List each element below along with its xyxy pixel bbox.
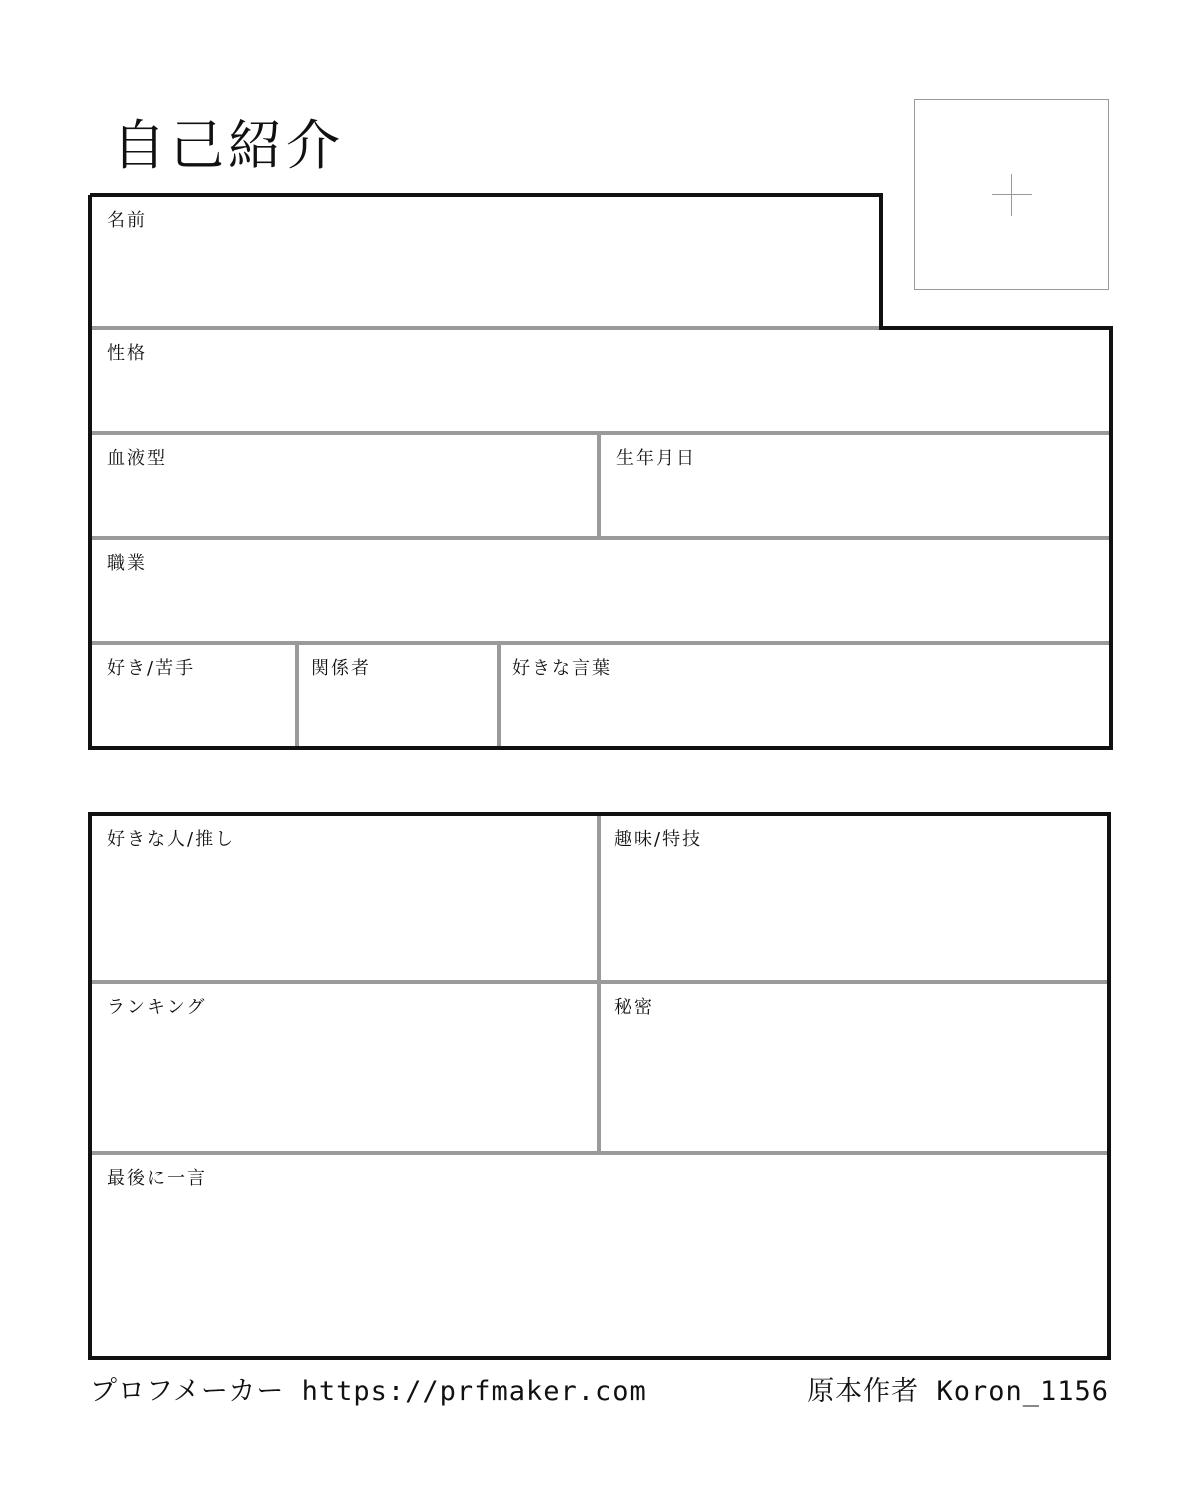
personality-field[interactable]: [90, 328, 1111, 433]
relations-field[interactable]: [297, 643, 499, 748]
ranking-field[interactable]: [90, 982, 599, 1153]
last-word-label: 最後に一言: [107, 1168, 207, 1189]
name-field[interactable]: [90, 195, 881, 328]
blood-type-label: 血液型: [107, 448, 167, 469]
relations-label: 関係者: [311, 658, 371, 679]
favorite-words-field[interactable]: [499, 643, 1111, 748]
personality-label: 性格: [107, 343, 147, 364]
favorite-words-label: 好きな言葉: [512, 658, 612, 679]
blood-type-field[interactable]: [90, 433, 599, 538]
occupation-field[interactable]: [90, 538, 1111, 643]
favorite-person-label: 好きな人/推し: [107, 829, 236, 850]
footer-credit-link[interactable]: プロフメーカー https://prfmaker.com: [90, 1376, 647, 1407]
plus-icon: [992, 174, 1032, 216]
secret-label: 秘密: [614, 997, 654, 1018]
page-title: 自己紹介: [112, 114, 344, 177]
hobbies-skills-label: 趣味/特技: [614, 829, 703, 850]
favorite-person-field[interactable]: [90, 814, 599, 982]
last-word-field[interactable]: [90, 1153, 1109, 1358]
name-label: 名前: [107, 210, 147, 231]
ranking-label: ランキング: [107, 997, 207, 1018]
photo-upload-slot[interactable]: [914, 99, 1109, 290]
occupation-label: 職業: [107, 553, 147, 574]
birthday-field[interactable]: [599, 433, 1111, 538]
footer-author: 原本作者 Koron_1156: [807, 1376, 1109, 1407]
likes-dislikes-label: 好き/苦手: [107, 658, 196, 679]
birthday-label: 生年月日: [616, 448, 696, 469]
secret-field[interactable]: [599, 982, 1109, 1153]
hobbies-skills-field[interactable]: [599, 814, 1109, 982]
likes-dislikes-field[interactable]: [90, 643, 297, 748]
